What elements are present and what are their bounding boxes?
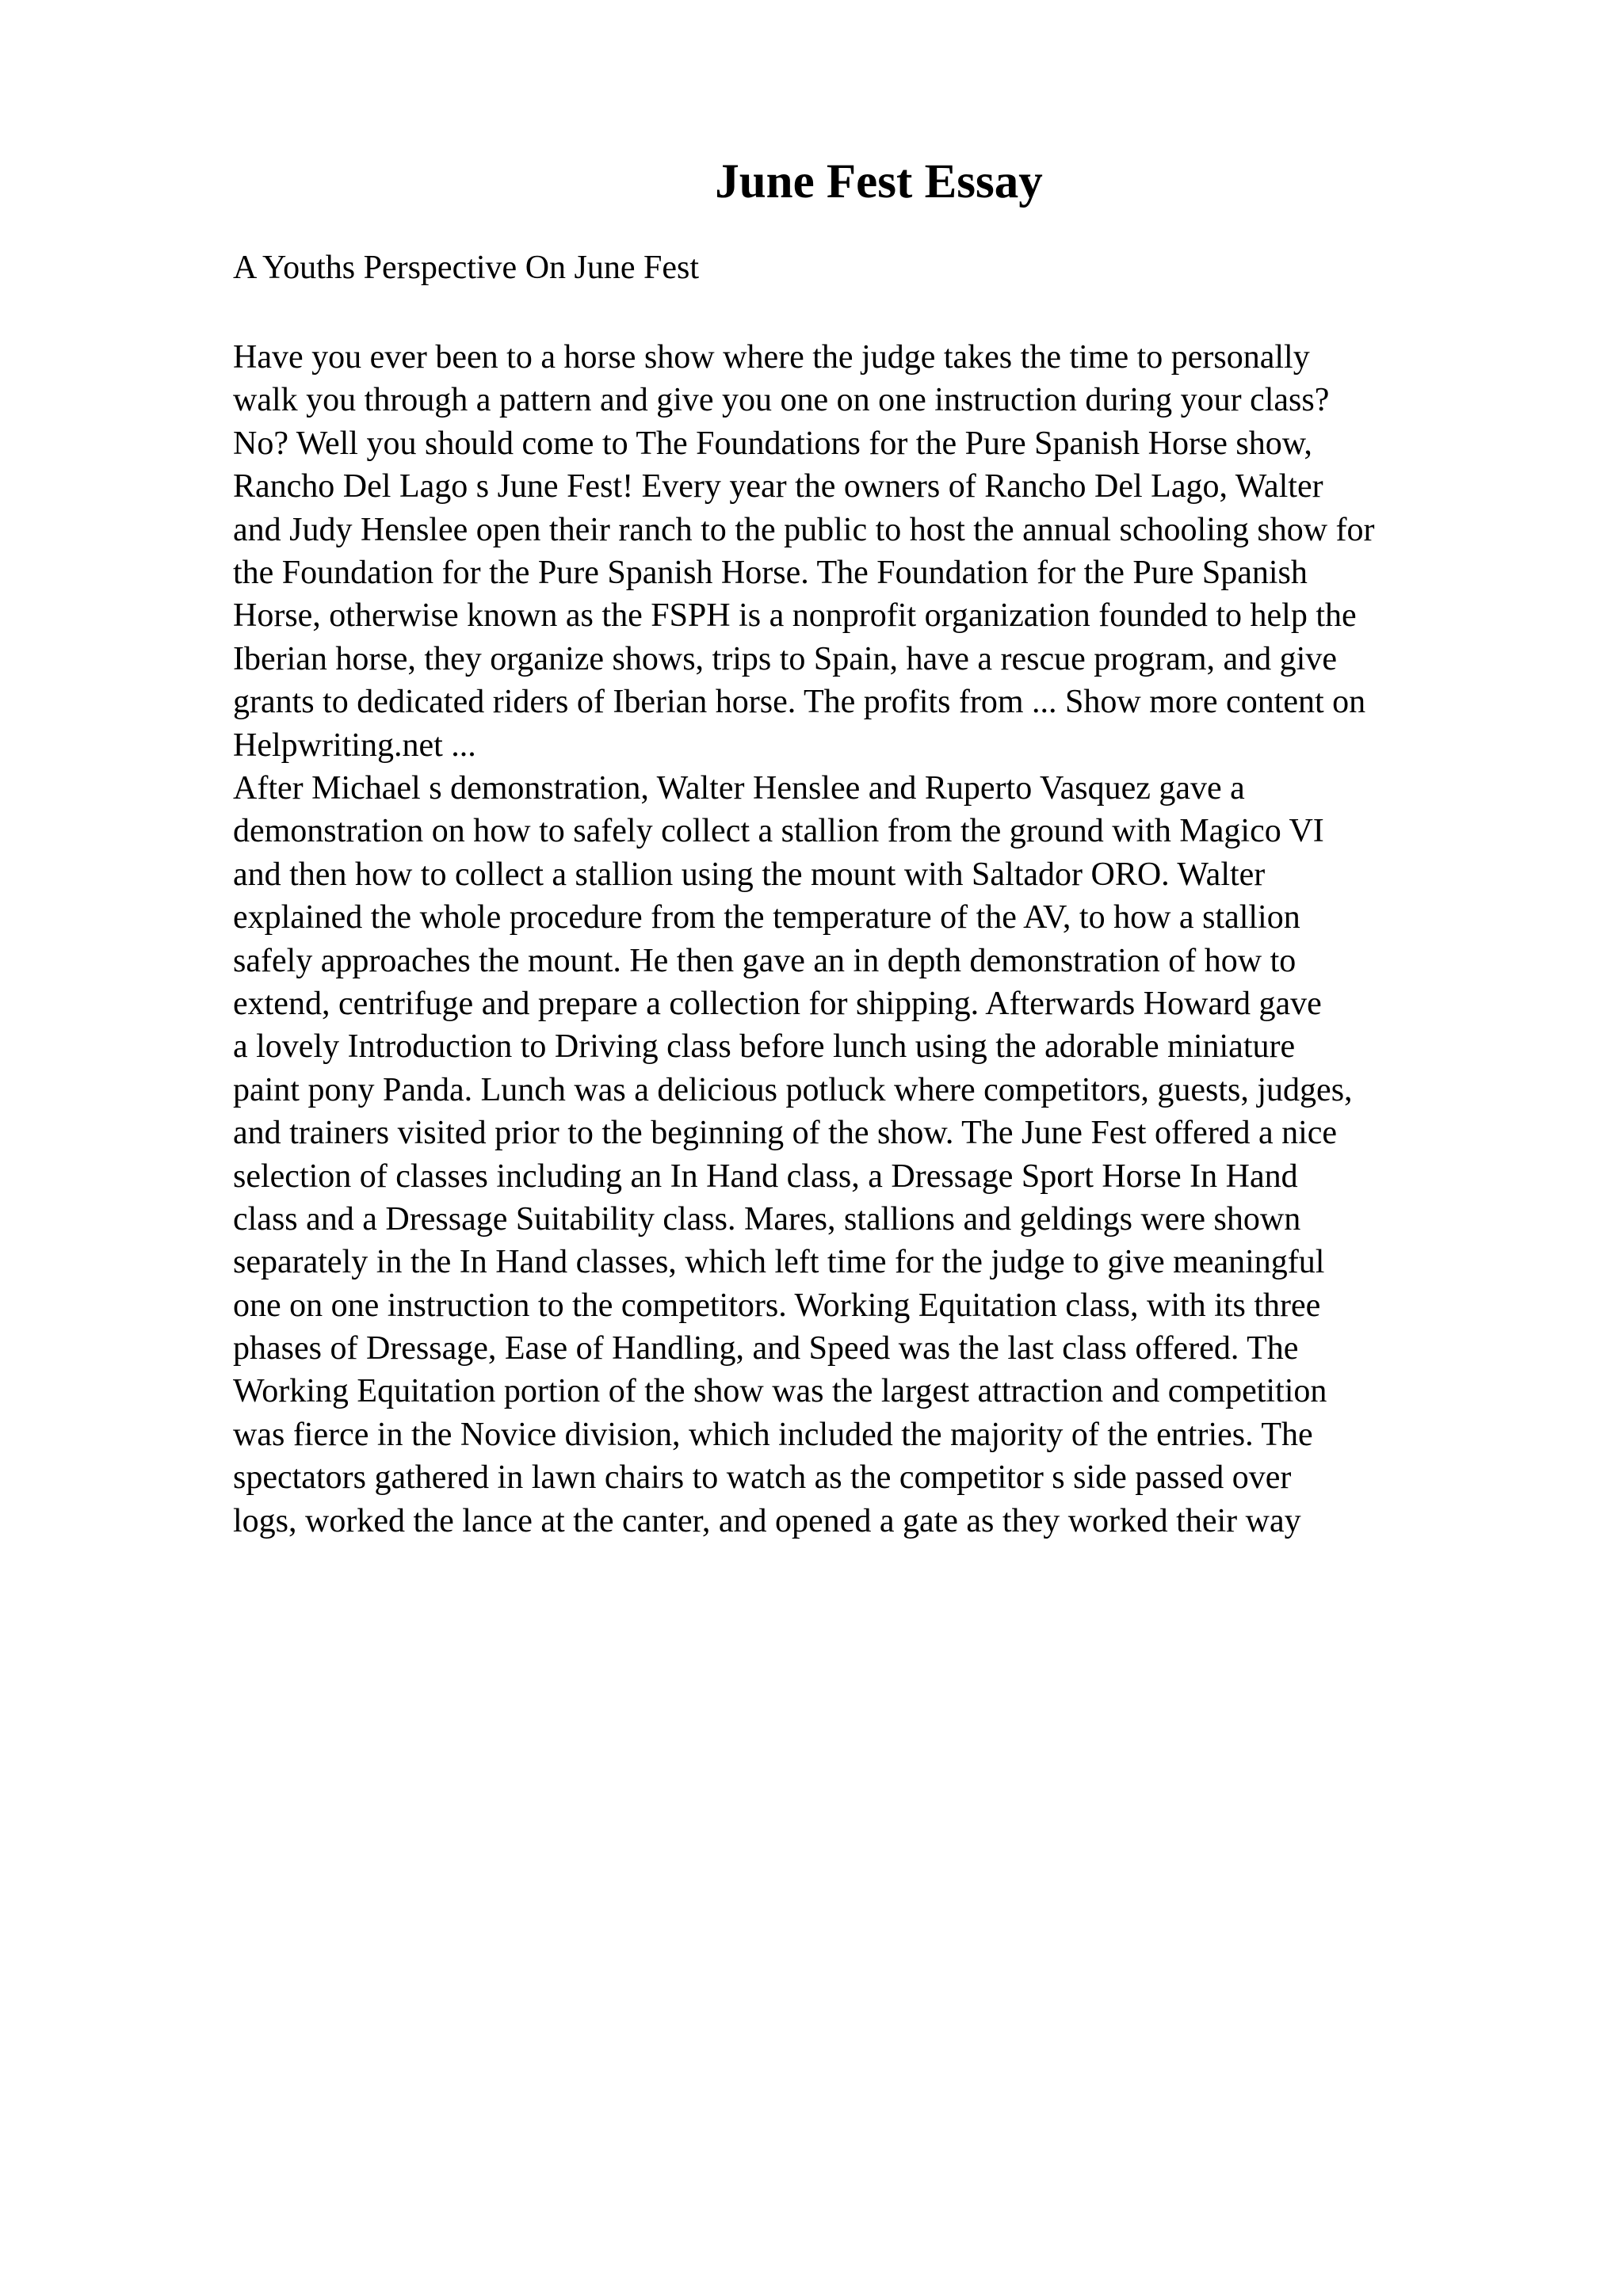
text-line: demonstration on how to safely collect a stallion from the ground with Magico VI <box>233 813 1324 850</box>
text-line: extend, centrifuge and prepare a collection for shipping. Afterwards Howard gave <box>233 985 1322 1022</box>
text-line: selection of classes including an In Hand class, a Dressage Sport Horse In Hand <box>233 1158 1298 1195</box>
text-line: Have you ever been to a horse show where the judge takes the time to personally <box>233 339 1310 376</box>
text-line: the Foundation for the Pure Spanish Horse. The Foundation for the Pure Spanish <box>233 554 1308 591</box>
text-line: Working Equitation portion of the show was the largest attraction and competition <box>233 1373 1327 1410</box>
text-line: phases of Dressage, Ease of Handling, and Speed was the last class offered. The <box>233 1330 1299 1367</box>
text-line: and Judy Henslee open their ranch to the public to host the annual schooling show for <box>233 511 1375 548</box>
text-line: logs, worked the lance at the canter, and opened a gate as they worked their way <box>233 1502 1301 1539</box>
text-line: After Michael s demonstration, Walter Henslee and Ruperto Vasquez gave a <box>233 770 1245 807</box>
text-line: paint pony Panda. Lunch was a delicious potluck where competitors, guests, judges, <box>233 1071 1353 1108</box>
text-line: separately in the In Hand classes, which left time for the judge to give meaningful <box>233 1244 1325 1281</box>
text-line: No? Well you should come to The Foundations for the Pure Spanish Horse show, <box>233 425 1312 462</box>
text-line: class and a Dressage Suitability class. Mares, stallions and geldings were shown <box>233 1200 1301 1238</box>
text-line: explained the whole procedure from the temperature of the AV, to how a stallion <box>233 899 1300 936</box>
text-line: a lovely Introduction to Driving class before lunch using the adorable miniature <box>233 1028 1296 1066</box>
text-line: grants to dedicated riders of Iberian horse. The profits from ... Show more content on <box>233 684 1366 721</box>
text-line: one on one instruction to the competitors. Working Equitation class, with its three <box>233 1287 1321 1324</box>
text-line: walk you through a pattern and give you one on one instruction during your class? <box>233 382 1330 419</box>
text-line: was fierce in the Novice division, which included the majority of the entries. The <box>233 1416 1313 1453</box>
page-title: June Fest Essay <box>715 155 1043 208</box>
text-line: Rancho Del Lago s June Fest! Every year the owners of Rancho Del Lago, Walter <box>233 468 1323 505</box>
text-line: Horse, otherwise known as the FSPH is a nonprofit organization founded to help the <box>233 597 1357 635</box>
text-line: Iberian horse, they organize shows, trips to Spain, have a rescue program, and give <box>233 640 1337 677</box>
text-line: Helpwriting.net ... <box>233 727 476 764</box>
text-line: safely approaches the mount. He then gave an in depth demonstration of how to <box>233 942 1296 979</box>
text-line: and then how to collect a stallion using the mount with Saltador ORO. Walter <box>233 856 1266 893</box>
paragraph-demonstration <box>233 767 1353 1543</box>
paragraph-intro <box>233 336 1375 767</box>
text-line: and trainers visited prior to the beginning of the show. The June Fest offered a nice <box>233 1115 1338 1152</box>
page-subtitle: A Youths Perspective On June Fest <box>233 250 700 286</box>
text-line: spectators gathered in lawn chairs to watch as the competitor s side passed over <box>233 1459 1292 1497</box>
